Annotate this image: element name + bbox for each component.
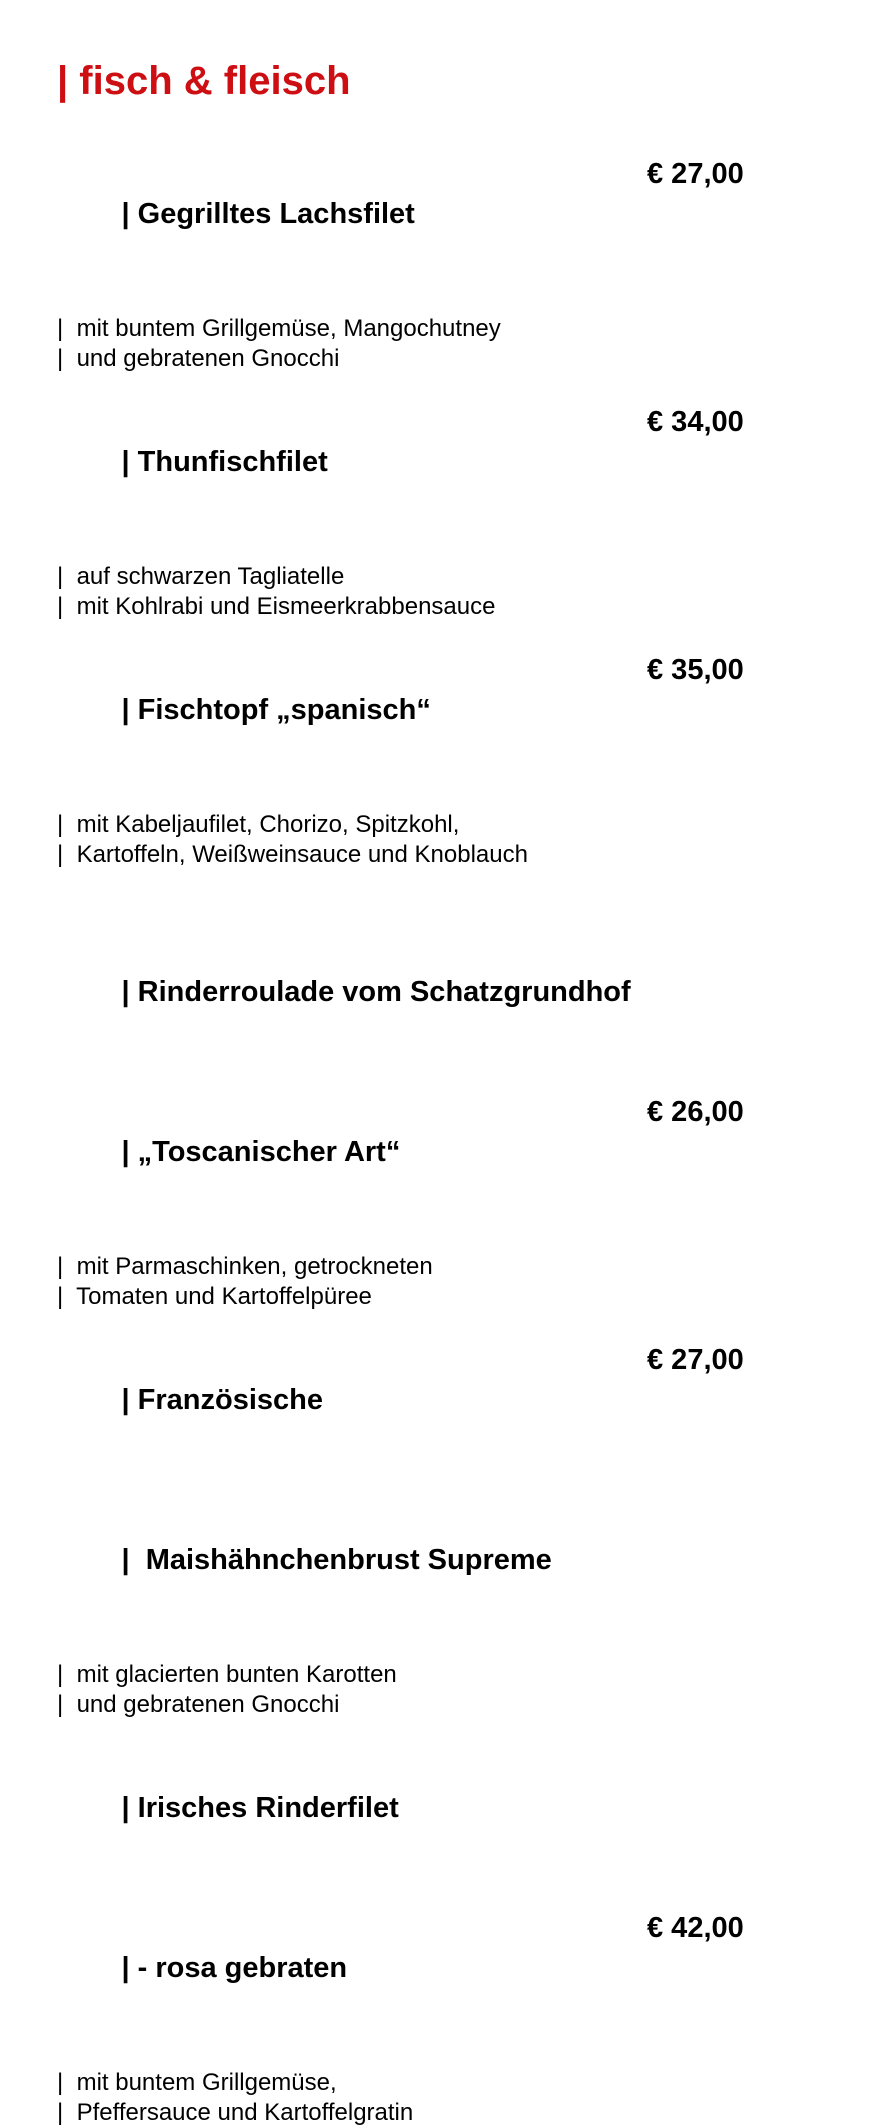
- item-title: | Französische: [121, 1384, 323, 1416]
- item-desc-line: | mit Parmaschinken, getrockneten: [57, 1253, 433, 1280]
- item-title-line: [57, 650, 834, 810]
- item-title-line: [57, 1500, 834, 1660]
- menu-section: [57, 154, 834, 2128]
- item-price: € 27,00: [647, 1344, 744, 1376]
- item-title: | Gegrilltes Lachsfilet: [121, 198, 415, 230]
- item-title-line: [57, 154, 834, 314]
- menu-item: [57, 402, 834, 622]
- item-title-line: [57, 402, 834, 562]
- item-desc-line: | mit buntem Grillgemüse,: [57, 2069, 337, 2096]
- item-title: | „Toscanischer Art“: [121, 1136, 401, 1168]
- item-desc-line: | mit Kohlrabi und Eismeerkrabbensauce: [57, 593, 496, 620]
- item-title: | - rosa gebraten: [121, 1952, 348, 1984]
- item-price: € 26,00: [647, 1096, 744, 1128]
- item-title-line: [57, 1748, 834, 1908]
- item-title-line: [57, 932, 834, 1092]
- menu-item: [57, 650, 834, 870]
- item-title: | Fischtopf „spanisch“: [121, 694, 431, 726]
- menu-item: [57, 1340, 834, 1720]
- menu-item: [57, 932, 834, 1312]
- menu-item: [57, 1748, 834, 2128]
- item-title: | Irisches Rinderfilet: [121, 1792, 399, 1824]
- item-desc-line: | mit Kabeljaufilet, Chorizo, Spitzkohl,: [57, 811, 460, 838]
- item-price: € 27,00: [647, 158, 744, 190]
- item-desc-line: | mit buntem Grillgemüse, Mangochutney: [57, 315, 501, 342]
- item-title-line: [57, 1908, 834, 2068]
- item-title: | Maishähnchenbrust Supreme: [121, 1544, 552, 1576]
- item-price: € 34,00: [647, 406, 744, 438]
- item-desc-line: | und gebratenen Gnocchi: [57, 1691, 340, 1718]
- item-title: | Rinderroulade vom Schatzgrundhof: [121, 976, 631, 1008]
- item-desc-line: | mit glacierten bunten Karotten: [57, 1661, 397, 1688]
- item-price: € 35,00: [647, 654, 744, 686]
- item-desc-line: | Pfeffersauce und Kartoffelgratin: [57, 2099, 414, 2126]
- item-desc-line: | und gebratenen Gnocchi: [57, 345, 340, 372]
- item-price: € 42,00: [647, 1912, 744, 1944]
- menu-item: [57, 154, 834, 374]
- item-title-line: [57, 1092, 834, 1252]
- page-title: | fisch & fleisch: [57, 59, 351, 103]
- item-desc-line: | Kartoffeln, Weißweinsauce und Knoblauch: [57, 841, 528, 868]
- item-desc-line: | Tomaten und Kartoffelpüree: [57, 1283, 372, 1310]
- item-title: | Thunfischfilet: [121, 446, 328, 478]
- item-title-line: [57, 1340, 834, 1500]
- item-desc-line: | auf schwarzen Tagliatelle: [57, 563, 345, 590]
